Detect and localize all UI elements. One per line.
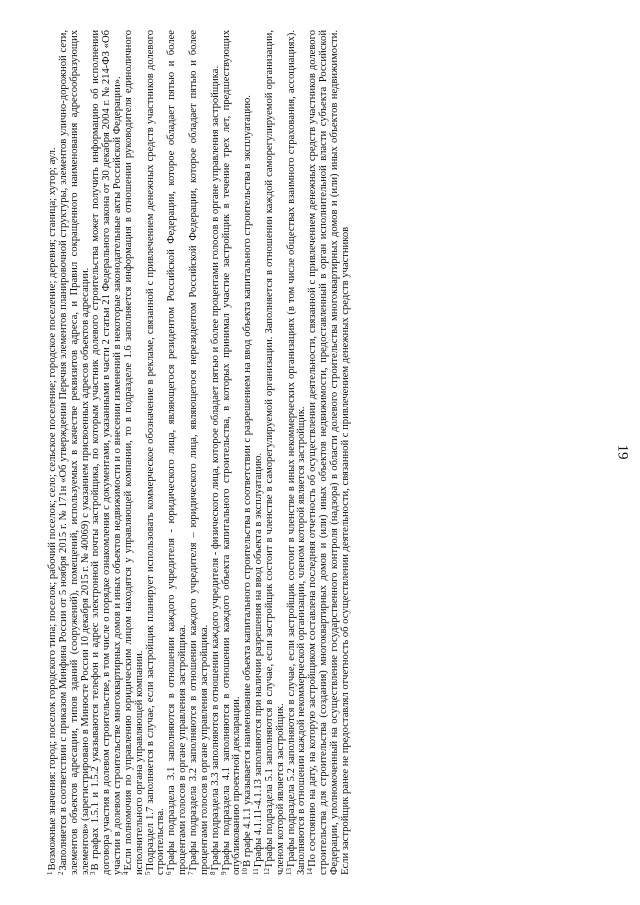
footnote-marker: 5 (143, 871, 152, 875)
footnote (56, 30, 92, 875)
footnote-marker: 10 (241, 868, 250, 875)
footnote-marker: 6 (165, 871, 174, 875)
footnote-text: Подраздел 1.7 заполняется в случае, если застройщик планирует использовать коммерческое обозначение в рекламе, связанной с привлечением денежных средств участников долевого строительства. (144, 30, 167, 875)
footnote-text: По состоянию на дату, на которую застройщиком составлена последняя отчетность об осуществлении деятельности, связанной с привлечением денежных средств участников долевого строительства для строительства (создания) многоквартирных домов и (или) иных объектов недвижимости, предоставленный в орган исполнительной власти субъекта Российской Федерации, уполномоченный на осуществление государственного контроля (надзора) в области долевого строительства многоквартирных домов и (или) иных объектов недвижимости. Если застройщик ранее не предоставлял отчетность об осуществлении деятельности, связанной с привлечением денежных средств участников (307, 30, 351, 875)
footnote-marker: 3 (89, 871, 98, 875)
footnote-marker: 7 (186, 871, 195, 875)
footnote-marker: 8 (208, 871, 217, 875)
footnote-text: В графах 1.5.1 и 1.5.2 указываются телефон и адрес электронной почты застройщика, по которым участник долевого строительства может получить информацию об исполнении договора участия в долевом строительстве, в том числе о порядке ознакомления с документами, указанными в части 2 статьи 21 Федерального закона от 30 декабря 2004 г. № 214-ФЗ «Об участии в долевом строительстве многоквартирных домов и иных объектов недвижимости и о внесении изменений в некоторые законодательные акты Российской Федерации». (90, 30, 124, 875)
footnote-marker: 12 (262, 868, 271, 875)
footnote-text: Графы 4.1.11-4.1.13 заполняются при наличии разрешения на ввод объекта в эксплуатацию. (253, 452, 265, 868)
footnote-marker: 2 (56, 871, 65, 875)
footnote (262, 30, 287, 875)
footnote (143, 30, 168, 875)
footnote-text: В графе 4.1.1 указывается наименование объекта капитального строительства в соответствии с разрешением на ввод объекта капитального строительства в эксплуатацию. (242, 95, 254, 867)
footnote-marker: 1 (46, 871, 54, 875)
rotated-content (48, 30, 588, 875)
footnote (284, 30, 309, 875)
footnote-text: Графы подраздела 3.2 заполняются в отношении каждого учредителя – юридического лица, являющегося нерезидентом Российской Федерации, которое обладает пятью и более процентами голосов в органе управления застройщика. (187, 30, 210, 875)
footnote-text: Графы подраздела 3.3 заполняются в отношении каждого учредителя - физического лица, которое обладает пятью и более процентами голосов в органе управления застройщика. (209, 65, 221, 871)
footnote (308, 30, 351, 875)
footnote-marker: 4 (121, 871, 130, 875)
page-number: 19 (614, 444, 631, 460)
footnote (91, 30, 124, 875)
footnote-text: Графы подраздела 4.1 заполняются в отношении каждого объекта капитального строительства, в которых принимал участие застройщик в течение трех лет, предшествующих опубликованию проектной декларации. (220, 30, 243, 875)
footnote-marker: 9 (219, 871, 228, 875)
footnote-text: Графы подраздела 3.1 заполняются в отношении каждого учредителя - юридического лица, являющегося резидентом Российской Федерации, которое обладает пятью и более процентами голосов в органе управления застройщика. (166, 30, 189, 875)
footnote (121, 30, 146, 875)
footnote (167, 30, 189, 875)
footnote (219, 30, 244, 875)
footnote-marker: 13 (284, 868, 293, 875)
footnote-marker: 14 (306, 868, 315, 875)
footnote-text: Графы подраздела 5.1 заполняются в случае, если застройщик состоит в членстве в саморегулируемой организации. Заполняется в отношении каждой саморегулируемой организации, членом которой является застройщик. (263, 30, 286, 875)
footnote-text: Заполняется в соответствии с приказом Минфина России от 5 ноября 2015 г. № 171н «Об утверждении Перечня элементов планировочной структуры, элементов улично-дорожной сети, элементов объектов адресации, типов зданий (сооружений), помещений, используемых в качестве реквизитов адреса, и Правил сокращенного наименования адресообразующих элементов» (зарегистрировано в Минюсте России 10 декабря 2015 г. № 40069) с указанием присвоенных адресов объектов адресации. (57, 30, 91, 875)
footnote-text: Возможные значения: город; поселок городского типа; поселок; рабочий поселок; село; сельское поселение; городское поселение; деревня; станица; хутор; аул. (47, 147, 58, 871)
footnote-text: Если полномочия по управлению юридическим лицом находятся у управляющей компании, то в подразделе 1.6 заполняется информация в отношении руководителя единоличного исполнительного органа управляющей компании. (122, 30, 145, 875)
footnote (186, 30, 211, 875)
footnote-text: Графы подраздела 5.2 заполняются в случае, если застройщик состоит в членстве в иных некоммерческих организациях (в том числе обществах взаимного страхования, ассоциациях). Заполняются в отношении каждой некоммерческой организации, членом которой является застройщик. (285, 30, 308, 875)
footnotes-list (48, 30, 352, 875)
footnote-marker: 11 (252, 868, 261, 875)
